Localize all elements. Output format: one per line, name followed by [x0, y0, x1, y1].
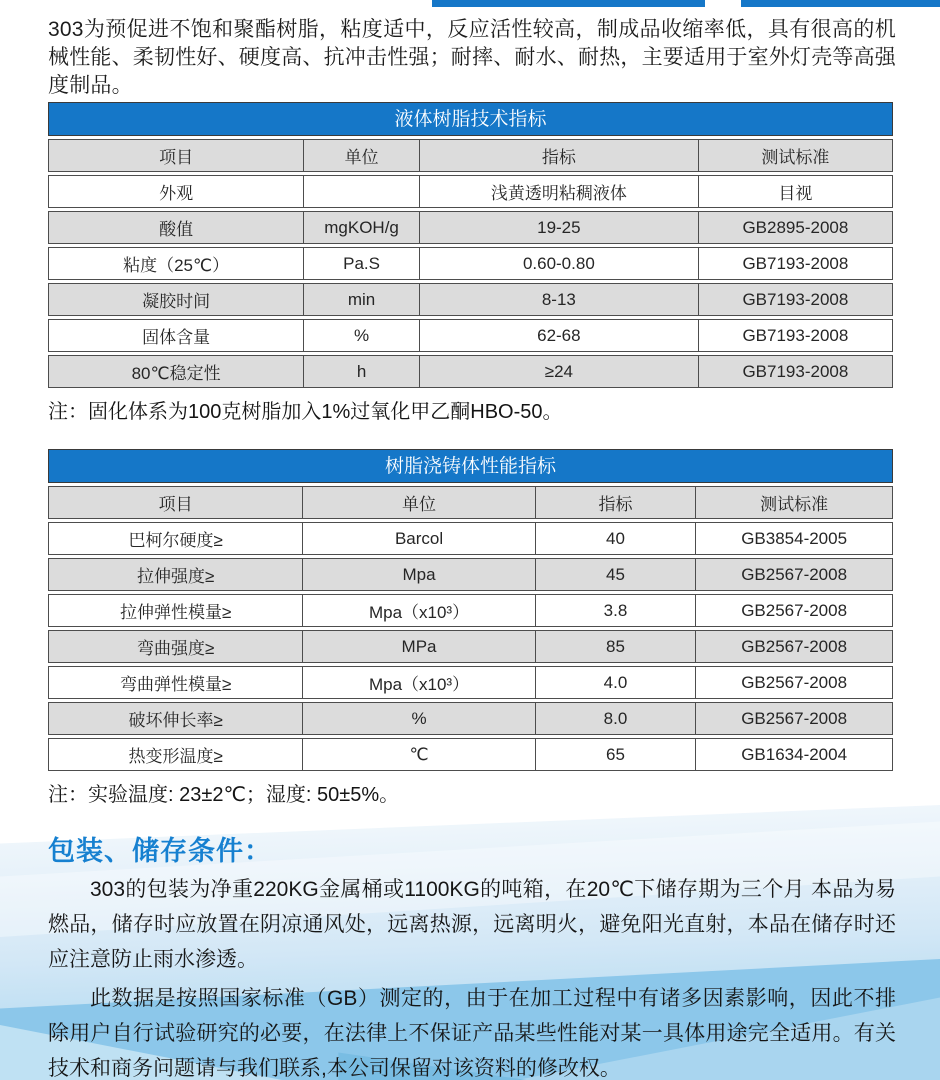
cell-standard: 目视: [698, 175, 893, 208]
col-header-spec: 指标: [419, 139, 698, 172]
table-title: 液体树脂技术指标: [48, 102, 893, 136]
cell-spec: 40: [535, 522, 696, 555]
table2-note: 注：实验温度: 23±2℃；湿度: 50±5%。: [48, 784, 400, 806]
table-row: [48, 630, 893, 663]
table-row: [48, 355, 893, 388]
cell-standard: GB2567-2008: [695, 666, 893, 699]
cell-item: 外观: [48, 175, 303, 208]
table-header-row: [48, 139, 893, 172]
cell-item: 酸值: [48, 211, 303, 244]
cell-item: 粘度（25℃）: [48, 247, 303, 280]
table-row: [48, 522, 893, 555]
col-header-item: 项目: [48, 486, 302, 519]
table-row: [48, 319, 893, 352]
table-header-row: [48, 486, 893, 519]
table-row: [48, 175, 893, 208]
cell-spec: 8-13: [419, 283, 698, 316]
table-row: [48, 558, 893, 591]
cell-unit: %: [302, 702, 534, 735]
cell-item: 拉伸强度≥: [48, 558, 302, 591]
cell-standard: GB2567-2008: [695, 558, 893, 591]
table-row: [48, 283, 893, 316]
cell-unit: Mpa（x10³）: [302, 666, 534, 699]
cell-item: 拉伸弹性模量≥: [48, 594, 302, 627]
cell-standard: GB7193-2008: [698, 247, 893, 280]
cell-unit: min: [303, 283, 419, 316]
cell-standard: GB7193-2008: [698, 319, 893, 352]
cell-spec: 19-25: [419, 211, 698, 244]
cell-item: 弯曲弹性模量≥: [48, 666, 302, 699]
cell-unit: Pa.S: [303, 247, 419, 280]
col-header-item: 项目: [48, 139, 303, 172]
cell-spec: 浅黄透明粘稠液体: [419, 175, 698, 208]
table-row: [48, 702, 893, 735]
cell-unit: Mpa（x10³）: [302, 594, 534, 627]
storage-paragraph: 303的包装为净重220KG金属桶或1100KG的吨箱，在20℃下储存期为三个月 本品为易燃品，储存时应放置在阴凉通风处，远离热源，远离明火，避免阳光直射，本品在储存时还应注意防止雨水渗透。: [48, 878, 896, 971]
disclaimer-paragraph: 此数据是按照国家标准（GB）测定的，由于在加工过程中有诸多因素影响，因此不排除用户自行试验研究的必要，在法律上不保证产品某些性能对某一具体用途完全适用。有关技术和商务问题请与我们联系,本公司保留对该资料的修改权。: [48, 987, 896, 1080]
cell-spec: 65: [535, 738, 696, 771]
casting-body-table: [48, 449, 893, 774]
cell-unit: Mpa: [302, 558, 534, 591]
cell-spec: 0.60-0.80: [419, 247, 698, 280]
cell-item: 固体含量: [48, 319, 303, 352]
col-header-unit: 单位: [303, 139, 419, 172]
cell-spec: ≥24: [419, 355, 698, 388]
cell-spec: 4.0: [535, 666, 696, 699]
col-header-standard: 测试标准: [695, 486, 893, 519]
table-row: [48, 666, 893, 699]
table-row: [48, 594, 893, 627]
cell-standard: GB2567-2008: [695, 594, 893, 627]
cell-unit: mgKOH/g: [303, 211, 419, 244]
cell-spec: 62-68: [419, 319, 698, 352]
cell-standard: GB7193-2008: [698, 355, 893, 388]
col-header-unit: 单位: [302, 486, 534, 519]
cell-standard: GB2567-2008: [695, 702, 893, 735]
cell-spec: 3.8: [535, 594, 696, 627]
cell-spec: 45: [535, 558, 696, 591]
cell-spec: 85: [535, 630, 696, 663]
cell-item: 热变形温度≥: [48, 738, 302, 771]
cell-unit: ℃: [302, 738, 534, 771]
cell-unit: Barcol: [302, 522, 534, 555]
cell-unit: MPa: [302, 630, 534, 663]
cell-item: 巴柯尔硬度≥: [48, 522, 302, 555]
cell-unit: [303, 175, 419, 208]
table-row: [48, 247, 893, 280]
cell-item: 破坏伸长率≥: [48, 702, 302, 735]
liquid-resin-table: [48, 102, 893, 391]
cell-standard: GB1634-2004: [695, 738, 893, 771]
table-row: [48, 738, 893, 771]
cell-spec: 8.0: [535, 702, 696, 735]
table-title: 树脂浇铸体性能指标: [48, 449, 893, 483]
cell-unit: %: [303, 319, 419, 352]
table-row: [48, 211, 893, 244]
cell-item: 80℃稳定性: [48, 355, 303, 388]
intro-paragraph: 303为预促进不饱和聚酯树脂，粘度适中，反应活性较高，制成品收缩率低，具有很高的机械性能、柔韧性好、硬度高、抗冲击性强；耐摔、耐水、耐热，主要适用于室外灯壳等高强度制品。: [48, 18, 896, 97]
cell-standard: GB2567-2008: [695, 630, 893, 663]
top-edge-bar-left: [432, 0, 705, 7]
table1-note: 注：固化体系为100克树脂加入1%过氧化甲乙酮HBO-50。: [48, 401, 563, 423]
col-header-standard: 测试标准: [698, 139, 893, 172]
storage-section-heading: 包装、储存条件：: [48, 836, 272, 866]
top-edge-bar-right: [741, 0, 940, 7]
cell-item: 弯曲强度≥: [48, 630, 302, 663]
cell-standard: GB2895-2008: [698, 211, 893, 244]
cell-unit: h: [303, 355, 419, 388]
cell-item: 凝胶时间: [48, 283, 303, 316]
cell-standard: GB7193-2008: [698, 283, 893, 316]
col-header-spec: 指标: [535, 486, 696, 519]
cell-standard: GB3854-2005: [695, 522, 893, 555]
